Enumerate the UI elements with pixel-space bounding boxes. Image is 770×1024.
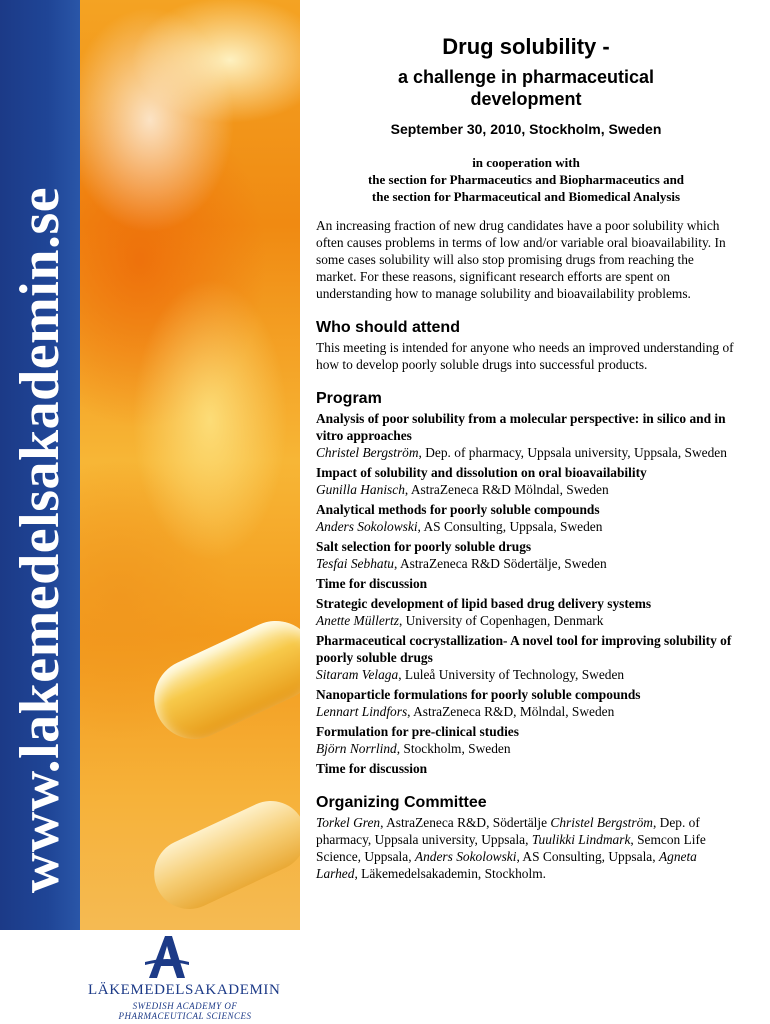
speaker-affiliation: , Dep. of pharmacy, Uppsala university, Uppsala, Sweden (418, 445, 727, 460)
logo-subtitle-line-1: SWEDISH ACADEMY OF (132, 1001, 238, 1011)
committee-member-name: Christel Bergström (550, 815, 653, 830)
program-item (316, 501, 736, 535)
side-banner (0, 0, 300, 1024)
page-subtitle (316, 66, 736, 110)
speaker-name: Lennart Lindfors (316, 704, 408, 719)
committee-text (316, 814, 736, 882)
committee-member-name: Agneta Larhed (316, 849, 697, 881)
talk-title: Salt selection for poorly soluble drugs (316, 539, 532, 554)
program-item (316, 686, 736, 720)
capsule-image (141, 608, 300, 752)
event-date: September 30, 2010, Stockholm, Sweden (390, 121, 662, 137)
capsule-image-lower (143, 789, 300, 920)
talk-title: Impact of solubility and dissolution on oral bioavailability (316, 465, 647, 480)
program-item (316, 538, 736, 572)
talk-title: Strategic development of lipid based drug delivery systems (316, 596, 652, 611)
speaker-affiliation: , University of Copenhagen, Denmark (398, 613, 604, 628)
website-url[interactable]: www.lakemedelsakademin.se (9, 186, 71, 894)
committee-heading: Organizing Committee (316, 794, 487, 811)
cooperation-note (316, 154, 736, 205)
coop-line-2: the section for Pharmaceutics and Biopharmaceutics and (367, 172, 685, 187)
blue-url-band (0, 0, 80, 1024)
committee-member-name: Tuulikki Lindmark (531, 832, 631, 847)
talk-title: Pharmaceutical cocrystallization- A novel tool for improving solubility of poorly soluble drugs (316, 633, 732, 665)
speaker-affiliation: , AstraZeneca R&D, Mölndal, Sweden (407, 704, 615, 719)
speaker-name: Christel Bergström (316, 445, 419, 460)
program-item-discussion (316, 760, 736, 777)
talk-title: Formulation for pre-clinical studies (316, 724, 519, 739)
speaker-affiliation: , AstraZeneca R&D Mölndal, Sweden (404, 482, 609, 497)
attend-heading: Who should attend (316, 319, 460, 336)
page-title: Drug solubility - (442, 34, 610, 59)
program-item (316, 632, 736, 683)
speaker-affiliation: , Luleå University of Technology, Sweden (398, 667, 625, 682)
subtitle-line-1: a challenge in pharmaceutical (397, 67, 655, 87)
speaker-name: Björn Norrlind (316, 741, 397, 756)
committee-member-affiliation: , Semcon Life Science, Uppsala, (316, 832, 706, 864)
committee-member-name: Torkel Gren (316, 815, 381, 830)
intro-paragraph: An increasing fraction of new drug candidates have a poor solubility which often causes problems in terms of low and/or variable oral bioavailability. In some cases solubility will also stop promising drugs from reaching the market. For these reasons, significant research efforts are spent on understanding how to manage solubility and bioavailability problems. (316, 218, 726, 301)
talk-title: Analytical methods for poorly soluble compounds (316, 502, 600, 517)
speaker-name: Anette Müllertz (316, 613, 399, 628)
attend-text: This meeting is intended for anyone who needs an improved understanding of how to develop poorly soluble drugs into successful products. (316, 340, 734, 372)
program-heading: Program (316, 390, 382, 407)
committee-member-affiliation: , Läkemedelsakademin, Stockholm. (354, 866, 546, 881)
logo-name: LÄKEMEDELSAKADEMIN (88, 982, 281, 998)
speaker-affiliation: , AS Consulting, Uppsala, Sweden (417, 519, 603, 534)
coop-line-1: in cooperation with (472, 155, 580, 170)
talk-title: Time for discussion (316, 761, 428, 776)
subtitle-line-2: development (470, 89, 582, 109)
speaker-affiliation: , Stockholm, Sweden (396, 741, 511, 756)
coop-line-3: the section for Pharmaceutical and Biomedical Analysis (371, 189, 681, 204)
program-item (316, 410, 736, 461)
logo-subtitle (105, 1001, 265, 1021)
committee-member-affiliation: , AstraZeneca R&D, Södertälje (380, 815, 551, 830)
speaker-name: Sitaram Velaga (316, 667, 399, 682)
committee-member-affiliation: , AS Consulting, Uppsala, (516, 849, 659, 864)
program-list (316, 410, 736, 777)
program-item-discussion (316, 575, 736, 592)
committee-member-affiliation: , Dep. of pharmacy, Uppsala university, Uppsala, (316, 815, 700, 847)
logo-subtitle-line-2: PHARMACEUTICAL SCIENCES (118, 1011, 252, 1021)
speaker-name: Anders Sokolowski (316, 519, 418, 534)
program-item (316, 723, 736, 757)
talk-title: Nanoparticle formulations for poorly soluble compounds (316, 687, 641, 702)
logo (0, 930, 300, 1024)
speaker-name: Tesfai Sebhatu (316, 556, 394, 571)
program-item (316, 464, 736, 498)
committee-member-name: Anders Sokolowski (414, 849, 517, 864)
talk-title: Analysis of poor solubility from a molecular perspective: in silico and in vitro approaches (316, 411, 726, 443)
program-item (316, 595, 736, 629)
talk-title: Time for discussion (316, 576, 428, 591)
speaker-name: Gunilla Hanisch (316, 482, 405, 497)
academy-a-logo-icon (145, 932, 189, 980)
main-content (316, 32, 736, 882)
speaker-affiliation: , AstraZeneca R&D Södertälje, Sweden (394, 556, 607, 571)
